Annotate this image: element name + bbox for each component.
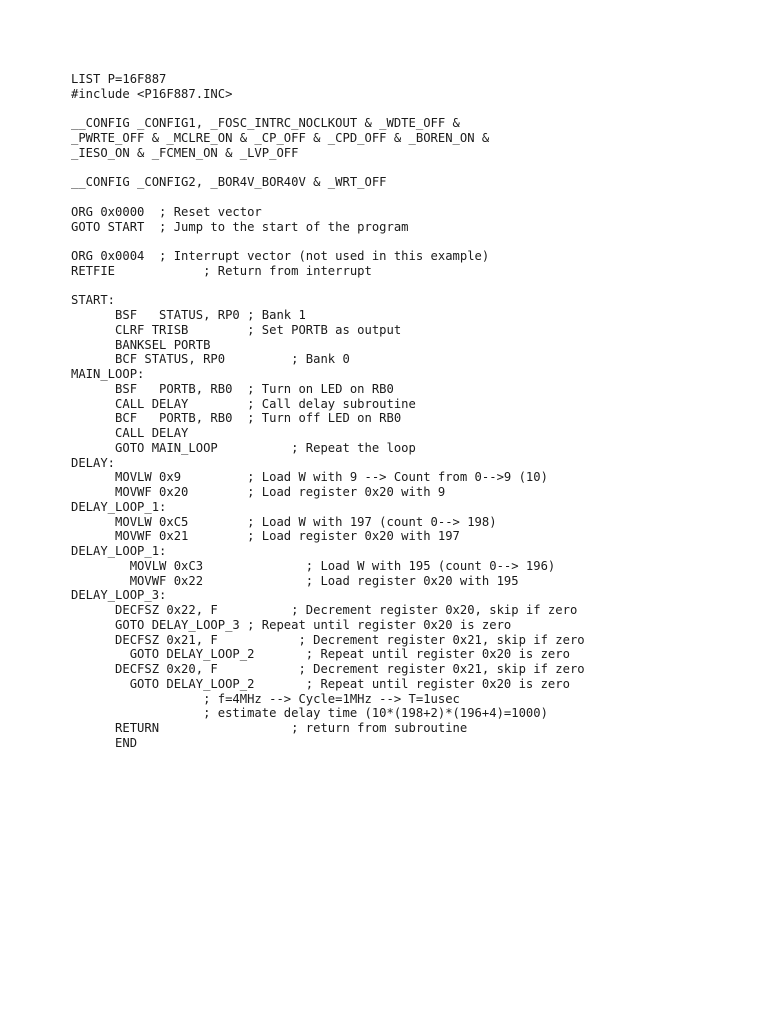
code-label: DELAY_LOOP_1: xyxy=(71,544,167,558)
code-line: DECFSZ 0x20, F ; Decrement register 0x21, skip if zero xyxy=(71,662,585,676)
code-label: START: xyxy=(71,293,116,308)
code-line: MOVLW 0xC3 ; Load W with 195 (count 0--> 196) xyxy=(71,558,556,573)
blank-line xyxy=(71,161,751,176)
code-line: GOTO DELAY_LOOP_2 ; Repeat until register 0x20 is zero xyxy=(71,647,570,662)
blank-line xyxy=(71,190,751,205)
code-line: MOVLW 0x9 ; Load W with 9 --> Count from 0-->9 (10) xyxy=(71,470,548,485)
code-line: MOVWF 0x21 ; Load register 0x20 with 197 xyxy=(71,529,460,544)
code-line: __CONFIG _CONFIG1, _FOSC_INTRC_NOCLKOUT & _WDTE_OFF & xyxy=(71,116,460,131)
code-line: GOTO DELAY_LOOP_3 ; Repeat until register 0x20 is zero xyxy=(71,617,512,632)
code-label: DELAY_LOOP_3: xyxy=(71,588,167,603)
code-line: RETFIE ; Return from interrupt xyxy=(71,263,372,278)
code-line: RETURN ; return from subroutine xyxy=(71,721,468,735)
code-line: MOVLW 0xC5 ; Load W with 197 (count 0--> 198) xyxy=(71,514,497,529)
code-line: LIST P=16F887 xyxy=(71,72,167,86)
code-line: GOTO DELAY_LOOP_2 ; Repeat until register 0x20 is zero xyxy=(71,676,570,691)
code-line: BSF STATUS, RP0 ; Bank 1 xyxy=(71,308,306,322)
code-line: MOVWF 0x22 ; Load register 0x20 with 195 xyxy=(71,573,519,588)
code-line: BANKSEL PORTB xyxy=(71,337,211,352)
code-line: ORG 0x0000 ; Reset vector xyxy=(71,204,262,219)
code-line: GOTO MAIN_LOOP ; Repeat the loop xyxy=(71,440,416,455)
code-line: CALL DELAY ; Call delay subroutine xyxy=(71,396,416,411)
code-line: BCF STATUS, RP0 ; Bank 0 xyxy=(71,352,350,367)
code-line: __CONFIG _CONFIG2, _BOR4V_BOR40V & _WRT_OFF xyxy=(71,175,387,190)
code-line: ORG 0x0004 ; Interrupt vector (not used in this example) xyxy=(71,249,490,263)
code-line: DECFSZ 0x22, F ; Decrement register 0x20, skip if zero xyxy=(71,603,578,617)
code-line: #include <P16F887.INC> xyxy=(71,86,233,101)
code-line: DECFSZ 0x21, F ; Decrement register 0x21, skip if zero xyxy=(71,632,585,647)
code-line: END xyxy=(71,735,138,750)
blank-line xyxy=(71,102,751,117)
code-label: DELAY_LOOP_1: xyxy=(71,499,167,514)
code-line: _PWRTE_OFF & _MCLRE_ON & _CP_OFF & _CPD_OFF & _BOREN_ON & xyxy=(71,131,490,145)
code-line: BSF PORTB, RB0 ; Turn on LED on RB0 xyxy=(71,381,394,396)
code-line: GOTO START ; Jump to the start of the program xyxy=(71,219,409,234)
code-line: BCF PORTB, RB0 ; Turn off LED on RB0 xyxy=(71,411,402,426)
code-comment: ; f=4MHz --> Cycle=1MHz --> T=1usec xyxy=(71,691,460,706)
code-label: MAIN_LOOP: xyxy=(71,367,145,381)
code-line: _IESO_ON & _FCMEN_ON & _LVP_OFF xyxy=(71,145,299,160)
code-comment: ; estimate delay time (10*(198+2)*(196+4)=1000) xyxy=(71,706,548,721)
code-document xyxy=(71,72,751,751)
blank-line xyxy=(71,279,751,294)
code-line: CLRF TRISB ; Set PORTB as output xyxy=(71,322,402,337)
code-line: CALL DELAY xyxy=(71,426,189,440)
blank-line xyxy=(71,234,751,249)
code-line: MOVWF 0x20 ; Load register 0x20 with 9 xyxy=(71,485,446,499)
code-label: DELAY: xyxy=(71,455,116,470)
